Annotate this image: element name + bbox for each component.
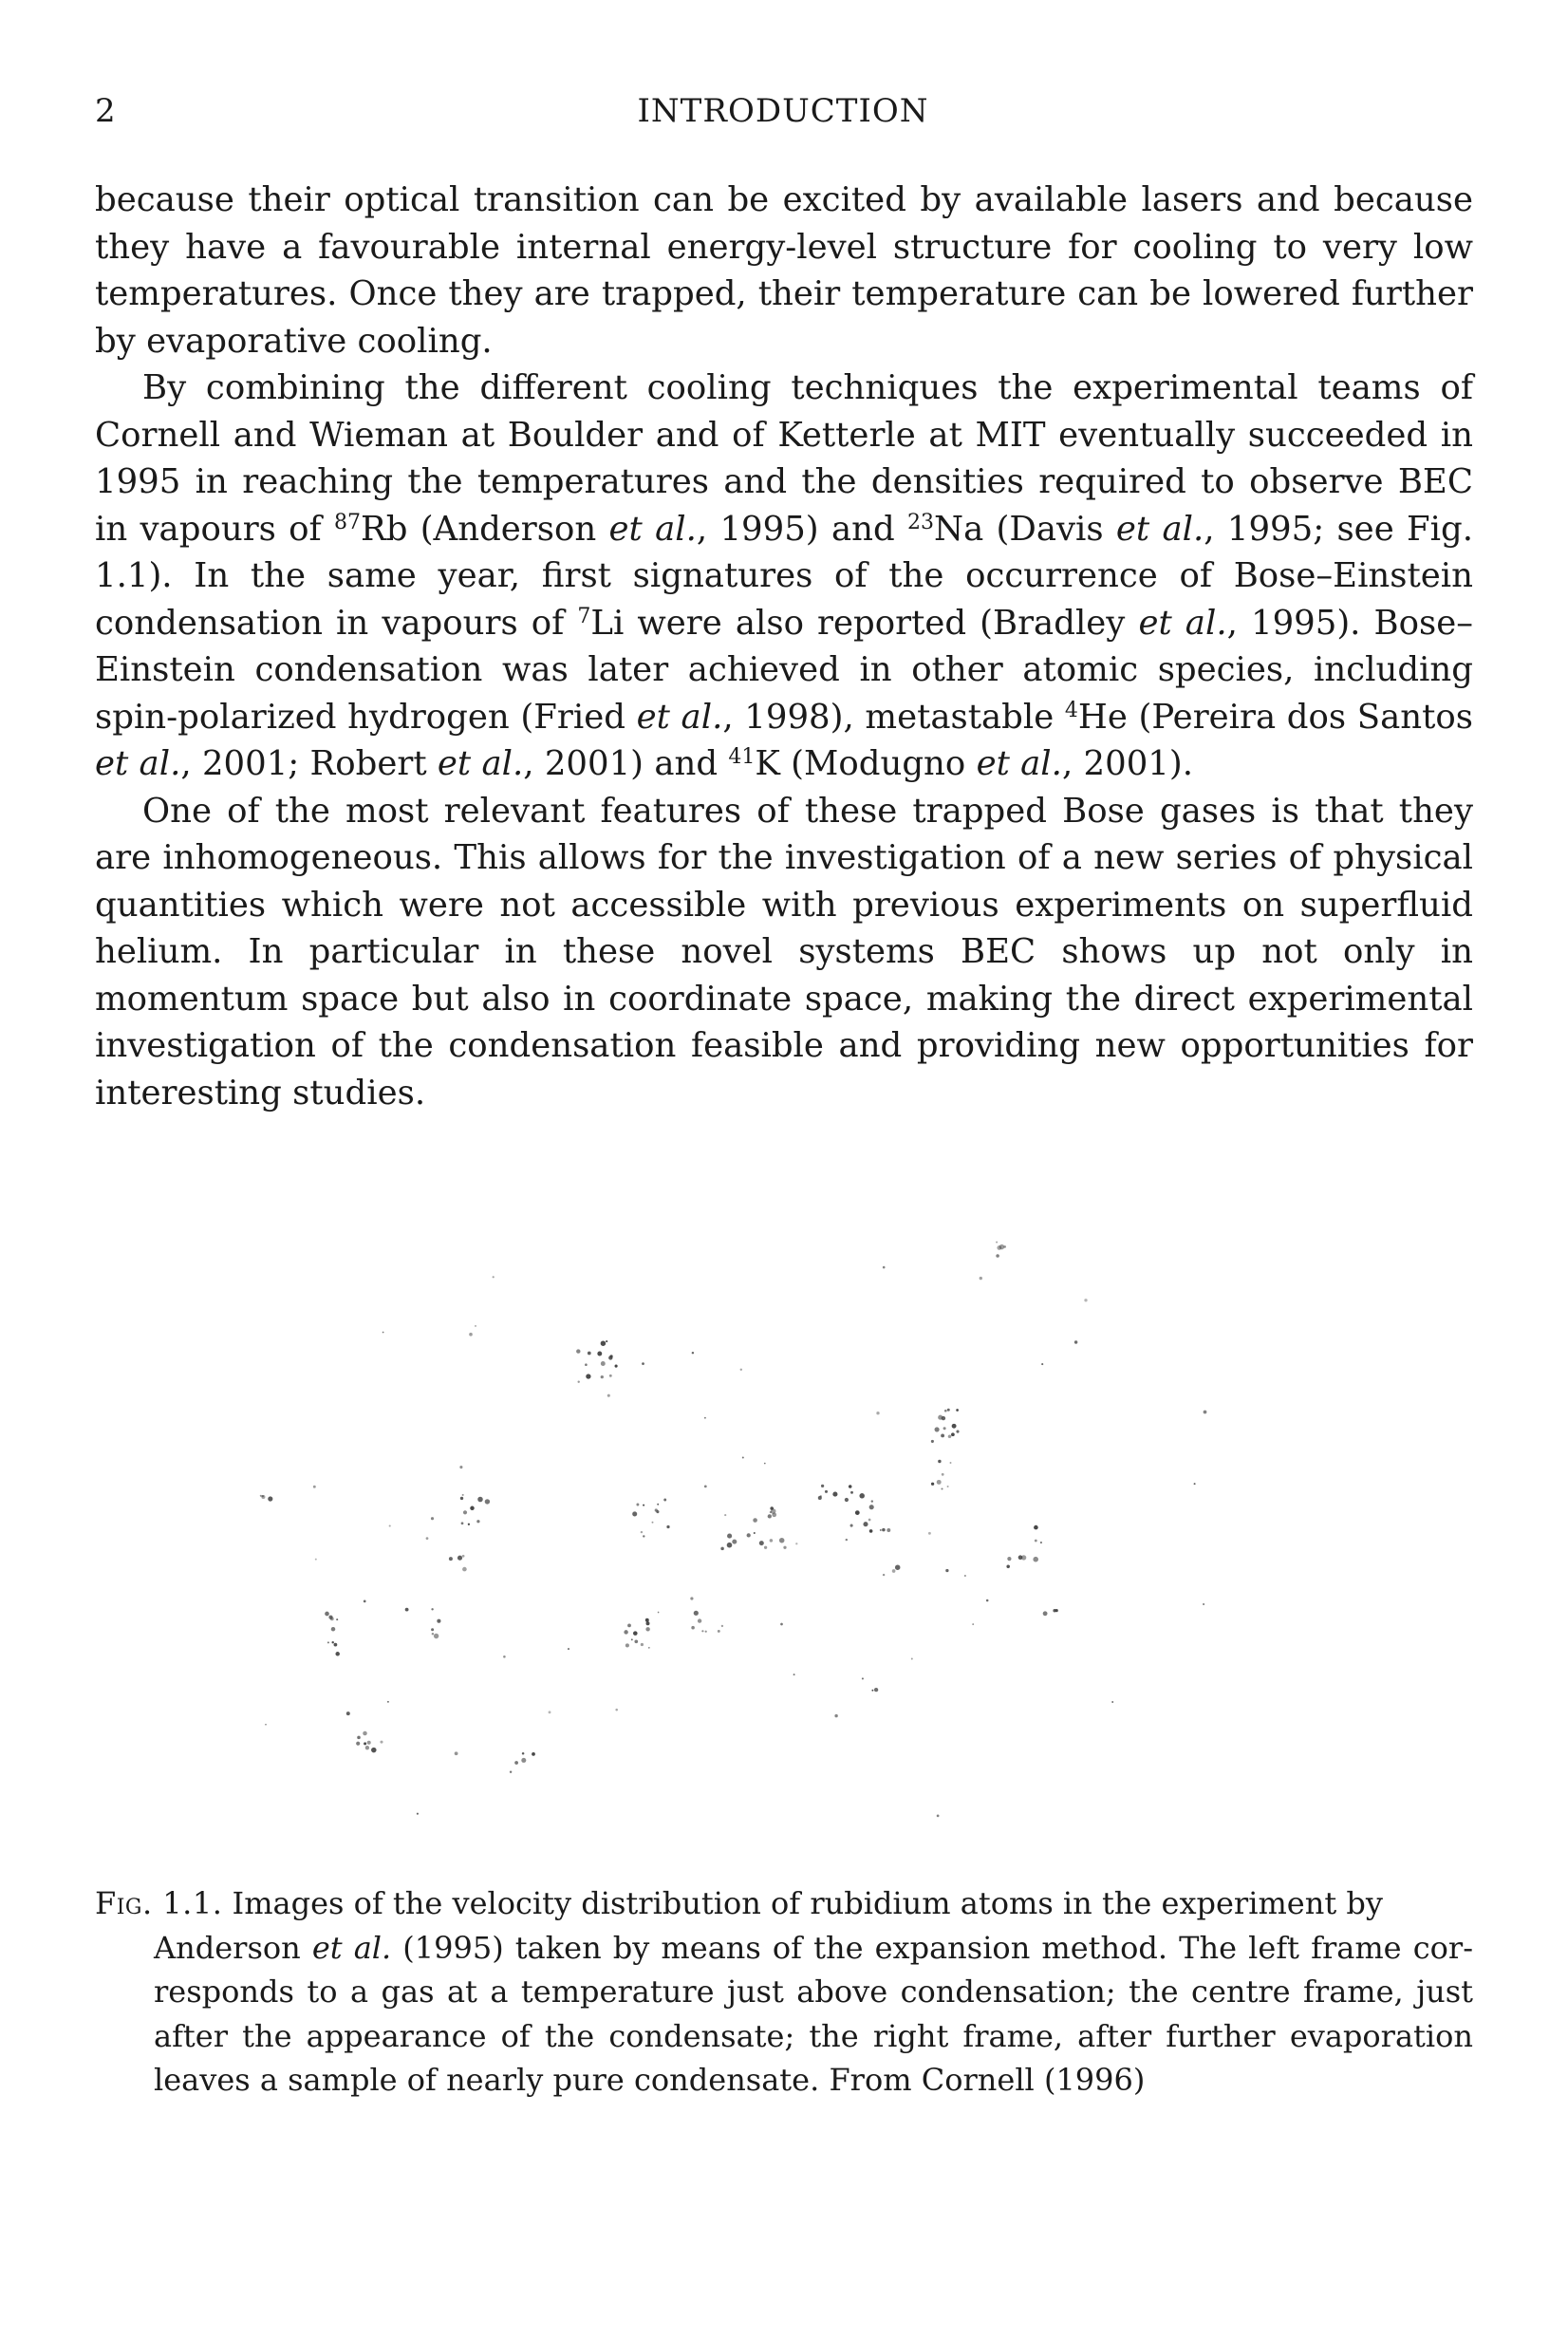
image-speck [727,1534,732,1539]
image-speck [313,1486,316,1488]
image-speck [601,1361,606,1366]
image-speck [869,1505,874,1509]
image-speck [1035,1540,1037,1543]
image-speck [952,1424,957,1429]
image-speck [631,1638,633,1640]
image-speck [964,1575,966,1577]
image-speck [636,1504,639,1506]
image-speck [862,1677,864,1679]
image-speck [477,1497,483,1503]
image-speck [938,1460,941,1463]
isotope-mass-number: 4 [1064,698,1078,722]
image-speck [821,1485,824,1487]
image-speck [793,1674,795,1675]
image-speck [549,1711,551,1713]
image-speck [928,1532,931,1535]
image-speck [601,1375,604,1378]
image-speck [845,1498,849,1502]
caption-continuation [95,1926,1473,2103]
image-speck [935,1427,940,1431]
image-speck [356,1742,360,1746]
image-speck [336,1618,338,1620]
image-speck [698,1618,701,1622]
image-speck [732,1540,737,1544]
paragraph-3: One of the most relevant features of these trapped Bose gases is that they are inhomogeneous. This allows for the investigation of a new series of physical quantities which were not accessible with previous experiments on superfluid helium. In particular in these novel systems BEC shows up not only in momentum space but also in coordinate space, making the direct experimental investigation of the condensation feasible and providing new opportunities for interesting studies. [95,791,1473,1113]
image-speck [468,1524,470,1525]
image-speck [262,1495,264,1497]
image-speck [663,1499,666,1502]
image-speck [365,1746,369,1749]
image-speck [945,1569,948,1572]
image-speck [690,1597,693,1599]
image-speck [260,1495,262,1497]
image-speck [718,1630,720,1633]
isotope-mass-number: 23 [907,510,934,534]
image-speck [633,1631,638,1636]
isotope-mass-number: 41 [728,744,756,769]
image-speck [1203,1603,1204,1605]
image-speck [576,1349,580,1353]
citation-et-al: et al. [1115,509,1204,549]
image-speck [585,1363,588,1366]
image-speck [883,1574,885,1576]
image-speck [609,1375,612,1377]
figure-image [237,1206,1281,1851]
image-speck [850,1491,853,1494]
paragraph-2 [95,365,1473,788]
image-speck [449,1557,453,1561]
image-speck [950,1462,952,1464]
image-speck [846,1539,848,1541]
image-speck [895,1564,901,1570]
image-speck [431,1517,434,1520]
image-speck [597,1352,602,1356]
image-speck [986,1599,989,1602]
image-speck [367,1741,371,1745]
caption-text: Images of the velocity distribution of rubidium atoms in the experiment by [222,1885,1383,1921]
text-run: , 2001; Robert [180,744,438,783]
image-speck [315,1559,317,1561]
image-speck [645,1618,649,1622]
image-speck [389,1524,391,1526]
image-speck [615,1709,618,1711]
image-speck [455,1751,458,1755]
image-speck [607,1394,610,1397]
image-speck [868,1519,871,1522]
image-speck [997,1245,1001,1250]
text-run: Rb (Anderson [360,509,609,549]
image-speck [463,1510,467,1514]
text-run: K (Modugno [755,744,977,783]
image-speck [742,1457,744,1459]
text-run: By combining the different cooling techniques the experimental teams of Cornell and Wieman at Boulder and of Ketterle at MIT eventually succeeded in 1995 in reaching the temperatures and the densities required to observe BEC in vapours of [95,368,1473,549]
image-speck [780,1623,783,1626]
image-speck [942,1416,945,1420]
image-speck [1055,1609,1058,1612]
image-speck [871,1500,873,1502]
image-speck [834,1714,837,1717]
image-speck [380,1741,383,1744]
image-speck [493,1276,495,1278]
image-speck [417,1813,419,1815]
image-speck [646,1621,650,1625]
image-speck [431,1628,434,1631]
citation-et-al: et al. [95,744,181,783]
image-speck [783,1546,786,1549]
image-speck [951,1432,955,1436]
image-speck [1041,1363,1043,1365]
image-speck [432,1633,434,1635]
image-speck [1074,1340,1077,1343]
image-speck [434,1634,439,1638]
image-speck [740,1369,742,1371]
image-speck [876,1412,879,1414]
image-speck [643,1535,644,1537]
image-speck [586,1374,590,1378]
image-speck [578,1381,580,1383]
image-speck [645,1627,649,1631]
image-speck [615,1365,618,1368]
image-speck [532,1752,535,1756]
text-run: , 1995) and [696,509,907,549]
image-speck [656,1510,659,1513]
image-speck [461,1522,464,1524]
image-speck [887,1528,890,1532]
image-speck [364,1742,366,1745]
image-speck [931,1483,934,1486]
image-speck [327,1641,329,1643]
image-speck [641,1643,644,1646]
image-speck [325,1612,329,1617]
image-speck [764,1463,766,1465]
image-speck [1194,1483,1196,1485]
figure-caption [95,1881,1473,2103]
image-speck [437,1619,440,1623]
image-speck [883,1266,886,1269]
image-speck [485,1499,490,1504]
image-speck [265,1724,267,1726]
image-speck [588,1352,591,1356]
image-speck [1003,1245,1006,1248]
caption-first-line [95,1881,1473,1926]
image-speck [911,1658,913,1660]
image-speck [859,1493,865,1499]
image-speck [331,1641,333,1643]
image-speck [972,1623,974,1625]
image-speck [383,1332,384,1334]
image-speck [980,1277,982,1280]
text-run: , 1998), metastable [722,697,1065,737]
image-speck [764,1546,767,1549]
image-speck [624,1630,627,1634]
image-speck [666,1525,669,1528]
image-speck [346,1711,350,1715]
image-speck [942,1473,944,1476]
image-speck [759,1541,764,1545]
image-speck [1111,1701,1113,1703]
image-speck [627,1623,631,1627]
image-speck [643,1505,644,1506]
image-speck [459,1466,462,1468]
isotope-mass-number: 87 [333,510,361,534]
text-run: , 1995). Bose–Einstein condensation was later achieved in other atomic species, including spin-polarized hydrogen (Fried [95,603,1473,737]
image-speck [825,1490,828,1493]
page-number: 2 [95,92,116,130]
image-speck [1033,1557,1038,1562]
image-speck [634,1639,638,1643]
image-speck [692,1352,694,1354]
image-speck [779,1538,785,1543]
image-speck [426,1537,429,1540]
image-speck [462,1494,464,1496]
citation-et-al: et al. [608,509,697,549]
image-speck [996,1242,998,1244]
citation-et-al: et al. [437,744,524,783]
image-speck [462,1567,467,1572]
image-speck [657,1504,659,1506]
figure-velocity-distribution [237,1206,1281,1851]
image-speck [460,1497,463,1500]
image-speck [691,1626,695,1630]
image-speck [648,1647,650,1649]
image-speck [387,1701,389,1703]
image-speck [268,1496,272,1501]
image-speck [770,1539,774,1543]
image-speck [334,1643,338,1647]
image-speck [947,1409,950,1412]
image-speck [694,1611,699,1616]
image-speck [874,1688,878,1692]
image-speck [652,1522,654,1524]
image-speck [704,1486,707,1488]
image-speck [521,1758,526,1763]
image-speck [956,1409,959,1412]
image-speck [705,1631,707,1633]
image-speck [457,1556,462,1561]
image-speck [330,1618,334,1621]
image-speck [863,1522,868,1526]
image-speck [335,1652,339,1655]
image-speck [937,1480,942,1485]
image-speck [1084,1299,1087,1301]
figure-label: Fig. 1.1. [95,1885,223,1921]
image-speck [996,1254,999,1258]
image-speck [747,1533,751,1537]
caption-text: Anderson [154,1929,312,1966]
image-speck [608,1356,612,1359]
image-speck [522,1752,525,1755]
image-speck [832,1492,837,1497]
image-speck [625,1643,629,1647]
paragraph-1: because their optical transition can be excited by available lasers and because they have a favourable internal energy-level structure for cooling to very low temperatures. Once they are trapped, their temperature can be lowered further by evaporative cooling. [95,180,1473,361]
image-speck [641,1531,643,1533]
image-speck [431,1608,433,1610]
image-speck [601,1340,606,1345]
image-speck [476,1520,479,1523]
citation-et-al: et al. [976,744,1062,783]
image-speck [331,1627,336,1632]
image-speck [880,1529,882,1531]
image-speck [462,1555,465,1558]
citation-et-al: et al. [1138,603,1227,643]
image-speck [510,1770,512,1772]
image-speck [849,1485,852,1488]
image-speck [727,1543,733,1548]
image-speck [869,1529,873,1533]
citation-et-al: et al. [311,1929,392,1966]
image-speck [363,1731,367,1736]
image-speck [720,1547,724,1551]
image-speck [701,1630,703,1632]
running-head [95,87,1471,135]
image-speck [1040,1542,1042,1543]
image-speck [514,1761,518,1765]
image-speck [357,1736,361,1740]
image-speck [721,1625,723,1627]
image-speck [768,1514,772,1518]
image-speck [956,1431,959,1433]
image-speck [871,1690,873,1692]
text-run: , 2001) and [523,744,729,783]
image-speck [1034,1525,1038,1530]
image-speck [568,1648,569,1650]
image-speck [658,1612,660,1614]
image-speck [944,1410,947,1412]
image-speck [818,1496,822,1500]
image-speck [405,1608,409,1612]
image-speck [947,1486,949,1487]
image-speck [704,1417,706,1419]
image-speck [941,1433,944,1437]
image-speck [503,1655,506,1658]
image-speck [850,1524,853,1527]
image-speck [1007,1557,1011,1561]
image-speck [882,1528,886,1532]
body-text [95,177,1473,1116]
image-speck [469,1333,473,1337]
image-speck [1204,1411,1207,1414]
image-speck [753,1518,757,1523]
image-speck [948,1434,952,1438]
image-speck [943,1427,946,1430]
text-run: Li were also reported (Bradley [590,603,1139,643]
image-speck [632,1511,637,1516]
image-speck [475,1325,476,1327]
citation-et-al: et al. [636,697,723,737]
image-speck [724,1514,726,1516]
image-speck [364,1600,366,1603]
image-speck [772,1512,776,1517]
caption-text: (1995) taken by means of the expansion method. The left frame corresponds to a gas at a temperature just above condensation; the centre frame, just after the appearance of the condensate; the right frame, after further evaporation leaves a sample of nearly pure condensate. From Cornell (1996) [154,1929,1473,2098]
image-speck [892,1569,896,1573]
image-speck [642,1362,644,1365]
image-speck [855,1510,860,1515]
text-run: He (Pereira dos Santos [1077,697,1473,737]
text-run: , 1995; see Fig. 1.1). In the same year, first signatures of the occurrence of Bose–Einstein condensation in vapours of [95,509,1473,643]
image-speck [795,1543,797,1544]
image-speck [1043,1611,1048,1616]
image-speck [470,1506,475,1511]
image-speck [606,1340,607,1342]
image-speck [1006,1565,1010,1569]
running-title: INTRODUCTION [637,92,929,130]
image-speck [371,1748,377,1753]
text-run: , 2001). [1061,744,1194,783]
image-speck [931,1440,934,1443]
image-speck [754,1532,756,1534]
image-speck [1021,1555,1026,1560]
image-speck [941,1487,943,1489]
image-speck [937,1815,940,1818]
isotope-mass-number: 7 [577,604,591,628]
text-run: Na (Davis [934,509,1116,549]
